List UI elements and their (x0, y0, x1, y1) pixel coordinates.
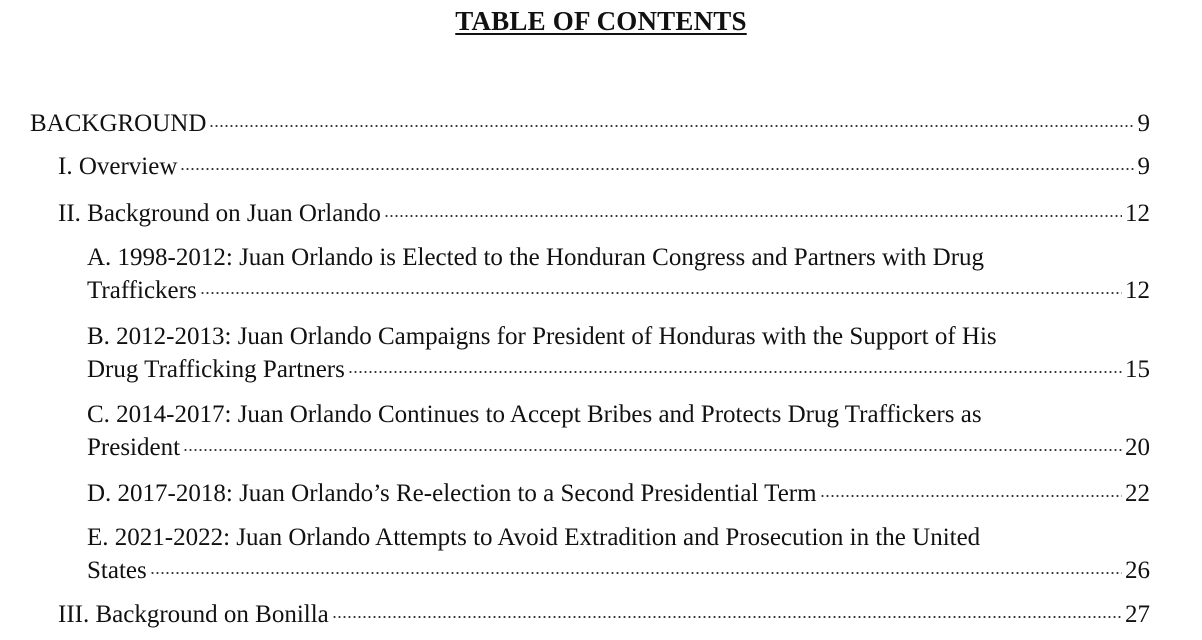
toc-entry-title: BACKGROUND (30, 110, 207, 137)
toc-entry-title-line2: President (87, 434, 181, 461)
dot-leader (209, 123, 1134, 129)
toc-entry-page: 26 (1125, 557, 1150, 584)
toc-entry-background-juan-orlando[interactable] (58, 197, 1150, 230)
toc-entry-title: III. Background on Bonilla (58, 601, 329, 628)
toc-entry-background-bonilla[interactable] (58, 598, 1150, 631)
toc-heading (0, 6, 1202, 37)
toc-heading-text: TABLE OF CONTENTS (455, 6, 747, 36)
toc-entry-title: I. Overview (58, 153, 178, 180)
dot-leader (332, 614, 1122, 620)
dot-leader (180, 166, 1134, 172)
dot-leader (200, 290, 1122, 296)
dot-leader (348, 369, 1122, 375)
toc-entry-page: 9 (1137, 153, 1150, 180)
toc-entry-section-e[interactable] (87, 521, 1150, 587)
toc-entry-title: II. Background on Juan Orlando (58, 200, 381, 227)
toc-entry-title-line1: E. 2021-2022: Juan Orlando Attempts to Avoid Extradition and Prosecution in the United (87, 524, 981, 551)
toc-entry-section-d[interactable] (87, 477, 1150, 510)
toc-entry-section-a[interactable] (87, 241, 1150, 307)
dot-leader (183, 447, 1122, 453)
toc-entry-overview[interactable] (58, 150, 1150, 183)
toc-entry-section-b[interactable] (87, 320, 1150, 386)
toc-entry-page: 12 (1125, 277, 1150, 304)
toc-entry-page: 22 (1125, 480, 1150, 507)
toc-entry-title-line1: B. 2012-2013: Juan Orlando Campaigns for President of Honduras with the Support of His (87, 323, 997, 350)
toc-entry-title-line2: Drug Trafficking Partners (87, 356, 345, 383)
toc-entry-page: 27 (1125, 601, 1150, 628)
toc-entry-page: 12 (1125, 200, 1150, 227)
toc-entry-section-c[interactable] (87, 398, 1150, 464)
toc-entry-background[interactable] (30, 107, 1150, 140)
toc-entry-title-line1: C. 2014-2017: Juan Orlando Continues to Accept Bribes and Protects Drug Traffickers as (87, 401, 982, 428)
dot-leader (150, 570, 1122, 576)
toc-entry-title-line1: A. 1998-2012: Juan Orlando is Elected to the Honduran Congress and Partners with Drug (87, 244, 985, 271)
dot-leader (384, 213, 1122, 219)
toc-entry-title-line2: Traffickers (87, 277, 197, 304)
toc-entry-page: 20 (1125, 434, 1150, 461)
toc-entry-title-line2: States (87, 557, 147, 584)
toc-entry-page: 9 (1137, 110, 1150, 137)
dot-leader (820, 493, 1122, 499)
toc-entry-title: D. 2017-2018: Juan Orlando’s Re-election to a Second Presidential Term (87, 480, 817, 507)
toc-entry-page: 15 (1125, 356, 1150, 383)
